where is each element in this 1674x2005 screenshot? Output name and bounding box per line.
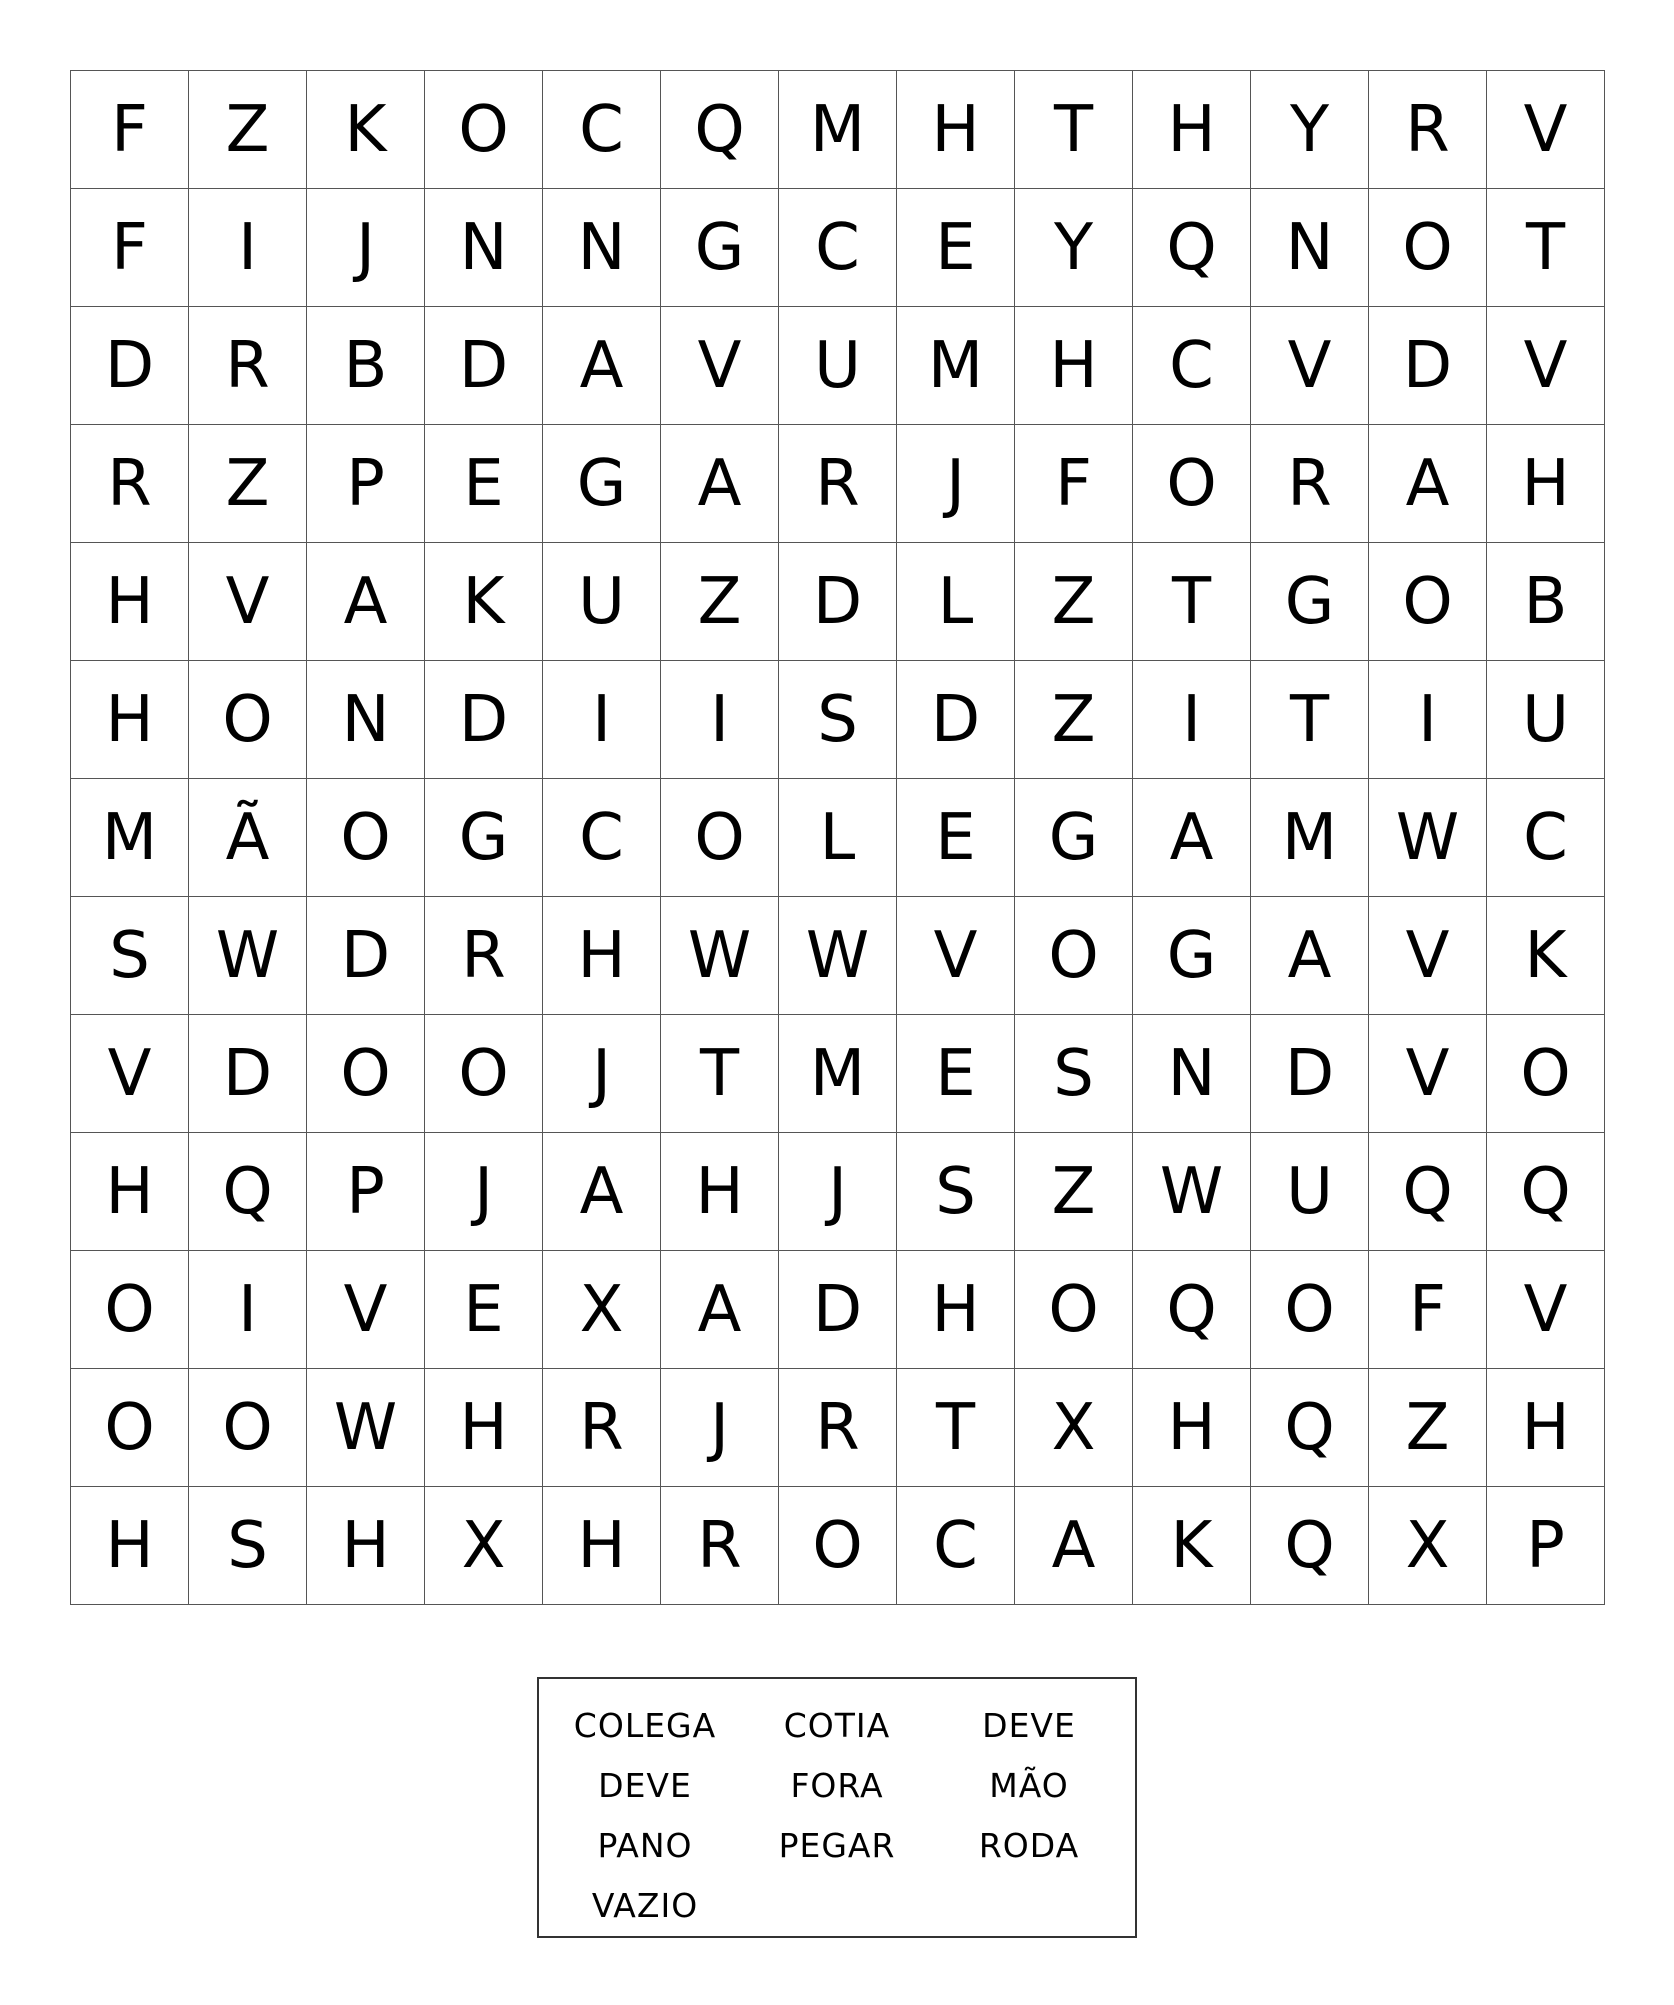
grid-cell[interactable]: F bbox=[71, 71, 189, 189]
grid-cell[interactable]: P bbox=[307, 1133, 425, 1251]
grid-cell[interactable]: E bbox=[897, 189, 1015, 307]
grid-cell[interactable]: Z bbox=[189, 425, 307, 543]
grid-cell[interactable]: A bbox=[307, 543, 425, 661]
grid-cell[interactable]: V bbox=[1487, 71, 1605, 189]
grid-cell[interactable]: L bbox=[779, 779, 897, 897]
grid-cell[interactable]: C bbox=[1487, 779, 1605, 897]
grid-cell[interactable]: K bbox=[1487, 897, 1605, 1015]
grid-cell[interactable]: M bbox=[779, 1015, 897, 1133]
grid-cell[interactable]: W bbox=[779, 897, 897, 1015]
grid-cell[interactable]: O bbox=[71, 1251, 189, 1369]
grid-cell[interactable]: T bbox=[1015, 71, 1133, 189]
grid-cell[interactable]: Q bbox=[1133, 189, 1251, 307]
grid-cell[interactable]: A bbox=[1015, 1487, 1133, 1605]
grid-cell[interactable]: J bbox=[425, 1133, 543, 1251]
grid-cell[interactable]: H bbox=[1487, 1369, 1605, 1487]
grid-cell[interactable]: R bbox=[71, 425, 189, 543]
grid-cell[interactable]: K bbox=[1133, 1487, 1251, 1605]
grid-cell[interactable]: I bbox=[189, 1251, 307, 1369]
grid-cell[interactable]: H bbox=[897, 71, 1015, 189]
grid-cell[interactable]: O bbox=[1251, 1251, 1369, 1369]
grid-cell[interactable]: O bbox=[189, 1369, 307, 1487]
grid-cell[interactable]: Z bbox=[1369, 1369, 1487, 1487]
grid-cell[interactable]: M bbox=[897, 307, 1015, 425]
grid-cell[interactable]: O bbox=[779, 1487, 897, 1605]
grid-cell[interactable]: J bbox=[661, 1369, 779, 1487]
grid-cell[interactable]: G bbox=[1251, 543, 1369, 661]
grid-cell[interactable]: T bbox=[661, 1015, 779, 1133]
grid-cell[interactable]: V bbox=[1487, 1251, 1605, 1369]
word-list-item: COTIA bbox=[783, 1705, 891, 1745]
grid-cell[interactable]: O bbox=[307, 1015, 425, 1133]
word-list-item: MÃO bbox=[989, 1765, 1069, 1805]
grid-cell[interactable]: R bbox=[425, 897, 543, 1015]
grid-cell[interactable]: P bbox=[307, 425, 425, 543]
grid-cell[interactable]: H bbox=[1133, 1369, 1251, 1487]
grid-cell[interactable]: J bbox=[307, 189, 425, 307]
grid-cell[interactable]: H bbox=[71, 1133, 189, 1251]
grid-cell[interactable]: Z bbox=[661, 543, 779, 661]
grid-cell[interactable]: I bbox=[1369, 661, 1487, 779]
grid-cell[interactable]: Q bbox=[1251, 1369, 1369, 1487]
grid-cell[interactable]: S bbox=[1015, 1015, 1133, 1133]
grid-cell[interactable]: H bbox=[661, 1133, 779, 1251]
grid-cell[interactable]: T bbox=[1251, 661, 1369, 779]
grid-cell[interactable]: V bbox=[1487, 307, 1605, 425]
grid-cell[interactable]: Y bbox=[1015, 189, 1133, 307]
grid-cell[interactable]: D bbox=[779, 1251, 897, 1369]
grid-cell[interactable]: O bbox=[1369, 189, 1487, 307]
grid-cell[interactable]: U bbox=[1251, 1133, 1369, 1251]
grid-cell[interactable]: H bbox=[71, 661, 189, 779]
grid-cell[interactable]: C bbox=[897, 1487, 1015, 1605]
grid-cell[interactable]: Q bbox=[1369, 1133, 1487, 1251]
grid-cell[interactable]: D bbox=[425, 661, 543, 779]
grid-cell[interactable]: W bbox=[189, 897, 307, 1015]
letter-grid bbox=[70, 70, 1605, 1605]
grid-cell[interactable]: E bbox=[425, 425, 543, 543]
grid-cell[interactable]: U bbox=[779, 307, 897, 425]
grid-cell[interactable]: V bbox=[1369, 897, 1487, 1015]
grid-cell[interactable]: H bbox=[897, 1251, 1015, 1369]
grid-cell[interactable]: W bbox=[307, 1369, 425, 1487]
grid-cell[interactable]: S bbox=[189, 1487, 307, 1605]
grid-cell[interactable]: I bbox=[1133, 661, 1251, 779]
grid-cell[interactable]: R bbox=[543, 1369, 661, 1487]
grid-cell[interactable]: O bbox=[1369, 543, 1487, 661]
grid-cell[interactable]: M bbox=[71, 779, 189, 897]
grid-cell[interactable]: I bbox=[543, 661, 661, 779]
grid-cell[interactable]: D bbox=[189, 1015, 307, 1133]
grid-cell[interactable]: V bbox=[1369, 1015, 1487, 1133]
grid-cell[interactable]: R bbox=[779, 425, 897, 543]
grid-cell[interactable]: R bbox=[189, 307, 307, 425]
grid-cell[interactable]: Z bbox=[1015, 661, 1133, 779]
word-list-box bbox=[537, 1677, 1137, 1938]
grid-cell[interactable]: W bbox=[1369, 779, 1487, 897]
grid-cell[interactable]: O bbox=[1487, 1015, 1605, 1133]
word-list-item: DEVE bbox=[598, 1765, 692, 1805]
grid-cell[interactable]: C bbox=[779, 189, 897, 307]
grid-cell[interactable]: V bbox=[307, 1251, 425, 1369]
grid-cell[interactable]: M bbox=[1251, 779, 1369, 897]
grid-cell[interactable]: B bbox=[1487, 543, 1605, 661]
grid-cell[interactable]: H bbox=[543, 897, 661, 1015]
grid-cell[interactable]: G bbox=[1015, 779, 1133, 897]
grid-cell[interactable]: A bbox=[1369, 425, 1487, 543]
grid-cell[interactable]: O bbox=[71, 1369, 189, 1487]
grid-cell[interactable]: A bbox=[1251, 897, 1369, 1015]
grid-cell[interactable]: P bbox=[1487, 1487, 1605, 1605]
grid-cell[interactable]: V bbox=[189, 543, 307, 661]
grid-cell[interactable]: R bbox=[779, 1369, 897, 1487]
grid-cell[interactable]: Z bbox=[1015, 543, 1133, 661]
grid-cell[interactable]: N bbox=[307, 661, 425, 779]
grid-cell[interactable]: G bbox=[1133, 897, 1251, 1015]
grid-cell[interactable]: X bbox=[1015, 1369, 1133, 1487]
grid-cell[interactable]: O bbox=[1015, 1251, 1133, 1369]
grid-cell[interactable]: O bbox=[425, 1015, 543, 1133]
grid-cell[interactable]: V bbox=[71, 1015, 189, 1133]
grid-cell[interactable]: B bbox=[307, 307, 425, 425]
grid-cell[interactable]: W bbox=[661, 897, 779, 1015]
grid-cell[interactable]: N bbox=[425, 189, 543, 307]
word-list-item: DEVE bbox=[982, 1705, 1076, 1745]
grid-cell[interactable]: E bbox=[425, 1251, 543, 1369]
grid-cell[interactable]: E bbox=[897, 779, 1015, 897]
grid-cell[interactable]: J bbox=[543, 1015, 661, 1133]
grid-cell[interactable]: T bbox=[897, 1369, 1015, 1487]
grid-cell[interactable]: I bbox=[661, 661, 779, 779]
grid-cell[interactable]: E bbox=[897, 1015, 1015, 1133]
grid-cell[interactable]: F bbox=[1369, 1251, 1487, 1369]
grid-cell[interactable]: F bbox=[1015, 425, 1133, 543]
word-list-item: COLEGA bbox=[573, 1705, 717, 1745]
grid-cell[interactable]: M bbox=[779, 71, 897, 189]
grid-cell[interactable]: K bbox=[307, 71, 425, 189]
grid-cell[interactable]: D bbox=[1369, 307, 1487, 425]
grid-cell[interactable]: G bbox=[543, 425, 661, 543]
grid-cell[interactable]: R bbox=[1251, 425, 1369, 543]
grid-cell[interactable]: T bbox=[1133, 543, 1251, 661]
grid-cell[interactable]: U bbox=[1487, 661, 1605, 779]
grid-cell[interactable]: C bbox=[543, 779, 661, 897]
grid-cell[interactable]: D bbox=[1251, 1015, 1369, 1133]
grid-cell[interactable]: G bbox=[425, 779, 543, 897]
grid-cell[interactable]: W bbox=[1133, 1133, 1251, 1251]
word-list-item: VAZIO bbox=[591, 1885, 699, 1925]
grid-cell[interactable]: S bbox=[779, 661, 897, 779]
grid-cell[interactable]: A bbox=[661, 1251, 779, 1369]
grid-cell[interactable]: V bbox=[897, 897, 1015, 1015]
grid-cell[interactable]: X bbox=[1369, 1487, 1487, 1605]
grid-cell[interactable]: H bbox=[71, 543, 189, 661]
grid-cell[interactable]: H bbox=[425, 1369, 543, 1487]
grid-cell[interactable]: R bbox=[1369, 71, 1487, 189]
grid-cell[interactable]: Z bbox=[1015, 1133, 1133, 1251]
grid-cell[interactable]: H bbox=[71, 1487, 189, 1605]
word-list-item: RODA bbox=[978, 1825, 1080, 1865]
grid-cell[interactable]: N bbox=[543, 189, 661, 307]
grid-cell[interactable]: Y bbox=[1251, 71, 1369, 189]
word-list-item: PEGAR bbox=[778, 1825, 896, 1865]
grid-cell[interactable]: Q bbox=[1251, 1487, 1369, 1605]
grid-cell[interactable]: D bbox=[307, 897, 425, 1015]
grid-cell[interactable]: Q bbox=[661, 71, 779, 189]
grid-cell[interactable]: C bbox=[1133, 307, 1251, 425]
grid-cell[interactable]: N bbox=[1133, 1015, 1251, 1133]
grid-cell[interactable]: K bbox=[425, 543, 543, 661]
grid-cell[interactable]: X bbox=[543, 1251, 661, 1369]
grid-cell[interactable]: H bbox=[307, 1487, 425, 1605]
grid-cell[interactable]: V bbox=[661, 307, 779, 425]
grid-cell[interactable]: F bbox=[71, 189, 189, 307]
grid-cell[interactable]: A bbox=[543, 1133, 661, 1251]
grid-cell[interactable]: Ã bbox=[189, 779, 307, 897]
grid-cell[interactable]: O bbox=[1015, 897, 1133, 1015]
grid-cell[interactable]: Z bbox=[189, 71, 307, 189]
grid-cell[interactable]: T bbox=[1487, 189, 1605, 307]
grid-cell[interactable]: X bbox=[425, 1487, 543, 1605]
grid-cell[interactable]: O bbox=[425, 71, 543, 189]
grid-cell[interactable]: L bbox=[897, 543, 1015, 661]
grid-cell[interactable]: A bbox=[661, 425, 779, 543]
grid-cell[interactable]: D bbox=[71, 307, 189, 425]
grid-cell[interactable]: H bbox=[1487, 425, 1605, 543]
grid-cell[interactable]: O bbox=[1133, 425, 1251, 543]
grid-cell[interactable]: J bbox=[779, 1133, 897, 1251]
grid-cell[interactable]: R bbox=[661, 1487, 779, 1605]
grid-cell[interactable]: O bbox=[189, 661, 307, 779]
word-list-item: FORA bbox=[790, 1765, 884, 1805]
grid-cell[interactable]: D bbox=[425, 307, 543, 425]
word-list-item: PANO bbox=[597, 1825, 693, 1865]
grid-cell[interactable]: J bbox=[897, 425, 1015, 543]
grid-cell[interactable]: D bbox=[897, 661, 1015, 779]
grid-cell[interactable]: N bbox=[1251, 189, 1369, 307]
grid-cell[interactable]: I bbox=[189, 189, 307, 307]
grid-cell[interactable]: G bbox=[661, 189, 779, 307]
grid-cell[interactable]: S bbox=[71, 897, 189, 1015]
grid-cell[interactable]: V bbox=[1251, 307, 1369, 425]
grid-cell[interactable]: A bbox=[543, 307, 661, 425]
grid-cell[interactable]: H bbox=[1015, 307, 1133, 425]
grid-cell[interactable]: Q bbox=[1133, 1251, 1251, 1369]
grid-cell[interactable]: Q bbox=[189, 1133, 307, 1251]
grid-cell[interactable]: O bbox=[307, 779, 425, 897]
grid-cell[interactable]: C bbox=[543, 71, 661, 189]
grid-cell[interactable]: S bbox=[897, 1133, 1015, 1251]
grid-cell[interactable]: U bbox=[543, 543, 661, 661]
grid-cell[interactable]: Q bbox=[1487, 1133, 1605, 1251]
grid-cell[interactable]: H bbox=[543, 1487, 661, 1605]
grid-cell[interactable]: A bbox=[1133, 779, 1251, 897]
grid-cell[interactable]: D bbox=[779, 543, 897, 661]
grid-cell[interactable]: O bbox=[661, 779, 779, 897]
grid-cell[interactable]: H bbox=[1133, 71, 1251, 189]
